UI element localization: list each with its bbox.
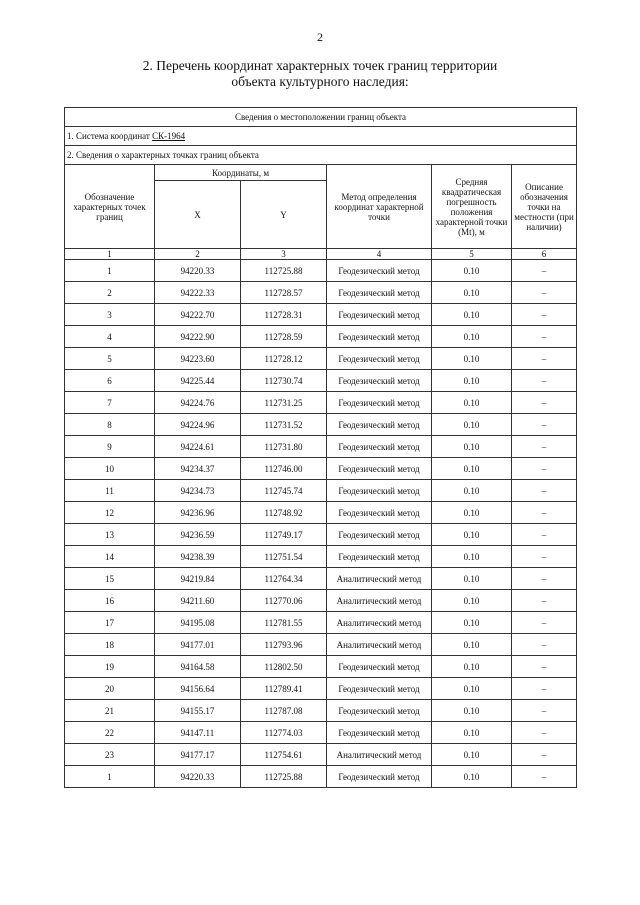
error-cell: 0.10 (432, 260, 512, 282)
point-cell: 3 (65, 304, 155, 326)
point-cell: 4 (65, 326, 155, 348)
x-coordinate-cell: 94156.64 (155, 678, 241, 700)
header-x: X (155, 181, 241, 249)
y-coordinate-cell: 112731.52 (241, 414, 327, 436)
heading-line-1: 2. Перечень координат характерных точек границ территории (142, 58, 498, 73)
header-description: Описание обозначения точки на местности (при наличии) (512, 165, 577, 249)
error-cell: 0.10 (432, 722, 512, 744)
y-coordinate-cell: 112751.54 (241, 546, 327, 568)
error-cell: 0.10 (432, 546, 512, 568)
y-coordinate-cell: 112728.57 (241, 282, 327, 304)
error-cell: 0.10 (432, 766, 512, 788)
x-coordinate-cell: 94224.61 (155, 436, 241, 458)
table-row (65, 568, 577, 590)
point-cell: 12 (65, 502, 155, 524)
coord-system-label: 1. Система координат (67, 131, 153, 141)
method-cell: Геодезический метод (327, 282, 432, 304)
x-coordinate-cell: 94224.76 (155, 392, 241, 414)
description-cell: – (512, 744, 577, 766)
y-coordinate-cell: 112746.00 (241, 458, 327, 480)
table-row (65, 502, 577, 524)
y-coordinate-cell: 112802.50 (241, 656, 327, 678)
error-cell: 0.10 (432, 326, 512, 348)
table-row (65, 524, 577, 546)
y-coordinate-cell: 112730.74 (241, 370, 327, 392)
point-cell: 8 (65, 414, 155, 436)
x-coordinate-cell: 94222.90 (155, 326, 241, 348)
header-coordinates: Координаты, м (155, 165, 327, 181)
y-coordinate-cell: 112764.34 (241, 568, 327, 590)
page-number: 2 (317, 30, 323, 44)
coord-system-row (65, 127, 577, 146)
table-row (65, 370, 577, 392)
method-cell: Геодезический метод (327, 678, 432, 700)
y-coordinate-cell: 112748.92 (241, 502, 327, 524)
point-cell: 15 (65, 568, 155, 590)
description-cell: – (512, 722, 577, 744)
coordinates-table (64, 107, 577, 788)
method-cell: Аналитический метод (327, 744, 432, 766)
method-cell: Геодезический метод (327, 502, 432, 524)
error-cell: 0.10 (432, 480, 512, 502)
point-cell: 11 (65, 480, 155, 502)
table-row (65, 436, 577, 458)
description-cell: – (512, 700, 577, 722)
method-cell: Геодезический метод (327, 436, 432, 458)
method-cell: Геодезический метод (327, 700, 432, 722)
method-cell: Геодезический метод (327, 348, 432, 370)
method-cell: Геодезический метод (327, 546, 432, 568)
x-coordinate-cell: 94155.17 (155, 700, 241, 722)
table-row (65, 678, 577, 700)
error-cell: 0.10 (432, 678, 512, 700)
method-cell: Аналитический метод (327, 612, 432, 634)
description-cell: – (512, 348, 577, 370)
error-cell: 0.10 (432, 304, 512, 326)
method-cell: Аналитический метод (327, 634, 432, 656)
point-cell: 5 (65, 348, 155, 370)
description-cell: – (512, 546, 577, 568)
x-coordinate-cell: 94211.60 (155, 590, 241, 612)
y-coordinate-cell: 112774.03 (241, 722, 327, 744)
point-cell: 20 (65, 678, 155, 700)
y-coordinate-cell: 112745.74 (241, 480, 327, 502)
point-cell: 1 (65, 766, 155, 788)
point-cell: 19 (65, 656, 155, 678)
method-cell: Геодезический метод (327, 524, 432, 546)
description-cell: – (512, 326, 577, 348)
coord-system-cell (65, 127, 577, 146)
table-row (65, 392, 577, 414)
method-cell: Геодезический метод (327, 392, 432, 414)
column-number: 3 (241, 249, 327, 260)
y-coordinate-cell: 112781.55 (241, 612, 327, 634)
error-cell: 0.10 (432, 700, 512, 722)
method-cell: Аналитический метод (327, 590, 432, 612)
table-title-row (65, 108, 577, 127)
heading-line-2: объекта культурного наследия: (231, 74, 409, 89)
error-cell: 0.10 (432, 744, 512, 766)
column-number: 2 (155, 249, 241, 260)
table-row (65, 700, 577, 722)
method-cell: Геодезический метод (327, 370, 432, 392)
x-coordinate-cell: 94224.96 (155, 414, 241, 436)
method-cell: Геодезический метод (327, 326, 432, 348)
description-cell: – (512, 590, 577, 612)
error-cell: 0.10 (432, 348, 512, 370)
method-cell: Геодезический метод (327, 766, 432, 788)
x-coordinate-cell: 94177.17 (155, 744, 241, 766)
error-cell: 0.10 (432, 612, 512, 634)
method-cell: Геодезический метод (327, 458, 432, 480)
description-cell: – (512, 634, 577, 656)
y-coordinate-cell: 112728.59 (241, 326, 327, 348)
error-cell: 0.10 (432, 414, 512, 436)
description-cell: – (512, 568, 577, 590)
method-cell: Геодезический метод (327, 722, 432, 744)
table-row (65, 326, 577, 348)
y-coordinate-cell: 112770.06 (241, 590, 327, 612)
point-cell: 18 (65, 634, 155, 656)
error-cell: 0.10 (432, 634, 512, 656)
y-coordinate-cell: 112754.61 (241, 744, 327, 766)
x-coordinate-cell: 94147.11 (155, 722, 241, 744)
table-row (65, 414, 577, 436)
x-coordinate-cell: 94219.84 (155, 568, 241, 590)
section-2-title: 2. Сведения о характерных точках границ объекта (65, 146, 577, 165)
description-cell: – (512, 392, 577, 414)
y-coordinate-cell: 112787.08 (241, 700, 327, 722)
table-row (65, 656, 577, 678)
table-row (65, 634, 577, 656)
x-coordinate-cell: 94236.96 (155, 502, 241, 524)
description-cell: – (512, 766, 577, 788)
point-cell: 1 (65, 260, 155, 282)
error-cell: 0.10 (432, 458, 512, 480)
point-cell: 17 (65, 612, 155, 634)
y-coordinate-cell: 112725.88 (241, 260, 327, 282)
column-number: 6 (512, 249, 577, 260)
method-cell: Аналитический метод (327, 568, 432, 590)
description-cell: – (512, 260, 577, 282)
section-2-row (65, 146, 577, 165)
description-cell: – (512, 436, 577, 458)
y-coordinate-cell: 112725.88 (241, 766, 327, 788)
error-cell: 0.10 (432, 656, 512, 678)
y-coordinate-cell: 112793.96 (241, 634, 327, 656)
table-row (65, 458, 577, 480)
method-cell: Геодезический метод (327, 304, 432, 326)
x-coordinate-cell: 94234.73 (155, 480, 241, 502)
column-number: 4 (327, 249, 432, 260)
table-row (65, 744, 577, 766)
description-cell: – (512, 480, 577, 502)
x-coordinate-cell: 94164.58 (155, 656, 241, 678)
table-title: Сведения о местоположении границ объекта (65, 108, 577, 127)
x-coordinate-cell: 94195.08 (155, 612, 241, 634)
point-cell: 22 (65, 722, 155, 744)
method-cell: Геодезический метод (327, 260, 432, 282)
y-coordinate-cell: 112731.80 (241, 436, 327, 458)
x-coordinate-cell: 94225.44 (155, 370, 241, 392)
table-row (65, 348, 577, 370)
x-coordinate-cell: 94220.33 (155, 260, 241, 282)
header-y: Y (241, 181, 327, 249)
header-row-1 (65, 165, 577, 181)
table-row (65, 612, 577, 634)
x-coordinate-cell: 94222.33 (155, 282, 241, 304)
x-coordinate-cell: 94223.60 (155, 348, 241, 370)
description-cell: – (512, 282, 577, 304)
error-cell: 0.10 (432, 370, 512, 392)
error-cell: 0.10 (432, 436, 512, 458)
point-cell: 2 (65, 282, 155, 304)
description-cell: – (512, 414, 577, 436)
header-error: Средняя квадратическая погрешность положения характерной точки (Mt), м (432, 165, 512, 249)
x-coordinate-cell: 94238.39 (155, 546, 241, 568)
x-coordinate-cell: 94220.33 (155, 766, 241, 788)
table-row (65, 722, 577, 744)
y-coordinate-cell: 112728.31 (241, 304, 327, 326)
x-coordinate-cell: 94177.01 (155, 634, 241, 656)
column-number: 5 (432, 249, 512, 260)
table-row (65, 282, 577, 304)
description-cell: – (512, 370, 577, 392)
point-cell: 9 (65, 436, 155, 458)
point-cell: 7 (65, 392, 155, 414)
description-cell: – (512, 612, 577, 634)
error-cell: 0.10 (432, 524, 512, 546)
error-cell: 0.10 (432, 568, 512, 590)
point-cell: 13 (65, 524, 155, 546)
header-method: Метод определения координат характерной точки (327, 165, 432, 249)
method-cell: Геодезический метод (327, 414, 432, 436)
table-row (65, 304, 577, 326)
x-coordinate-cell: 94222.70 (155, 304, 241, 326)
point-cell: 6 (65, 370, 155, 392)
point-cell: 10 (65, 458, 155, 480)
description-cell: – (512, 304, 577, 326)
point-cell: 21 (65, 700, 155, 722)
table-row (65, 260, 577, 282)
table-row (65, 766, 577, 788)
error-cell: 0.10 (432, 392, 512, 414)
x-coordinate-cell: 94234.37 (155, 458, 241, 480)
error-cell: 0.10 (432, 590, 512, 612)
point-cell: 14 (65, 546, 155, 568)
x-coordinate-cell: 94236.59 (155, 524, 241, 546)
description-cell: – (512, 458, 577, 480)
table-row (65, 480, 577, 502)
method-cell: Геодезический метод (327, 656, 432, 678)
method-cell: Геодезический метод (327, 480, 432, 502)
document-heading (100, 58, 540, 90)
y-coordinate-cell: 112728.12 (241, 348, 327, 370)
description-cell: – (512, 656, 577, 678)
error-cell: 0.10 (432, 502, 512, 524)
table-row (65, 590, 577, 612)
error-cell: 0.10 (432, 282, 512, 304)
point-cell: 23 (65, 744, 155, 766)
column-number: 1 (65, 249, 155, 260)
column-number-row (65, 249, 577, 260)
description-cell: – (512, 678, 577, 700)
coord-system-value: СК-1964 (152, 131, 186, 141)
y-coordinate-cell: 112749.17 (241, 524, 327, 546)
description-cell: – (512, 502, 577, 524)
description-cell: – (512, 524, 577, 546)
table-row (65, 546, 577, 568)
y-coordinate-cell: 112731.25 (241, 392, 327, 414)
point-cell: 16 (65, 590, 155, 612)
y-coordinate-cell: 112789.41 (241, 678, 327, 700)
header-point-designation: Обозначение характерных точек границ (65, 165, 155, 249)
